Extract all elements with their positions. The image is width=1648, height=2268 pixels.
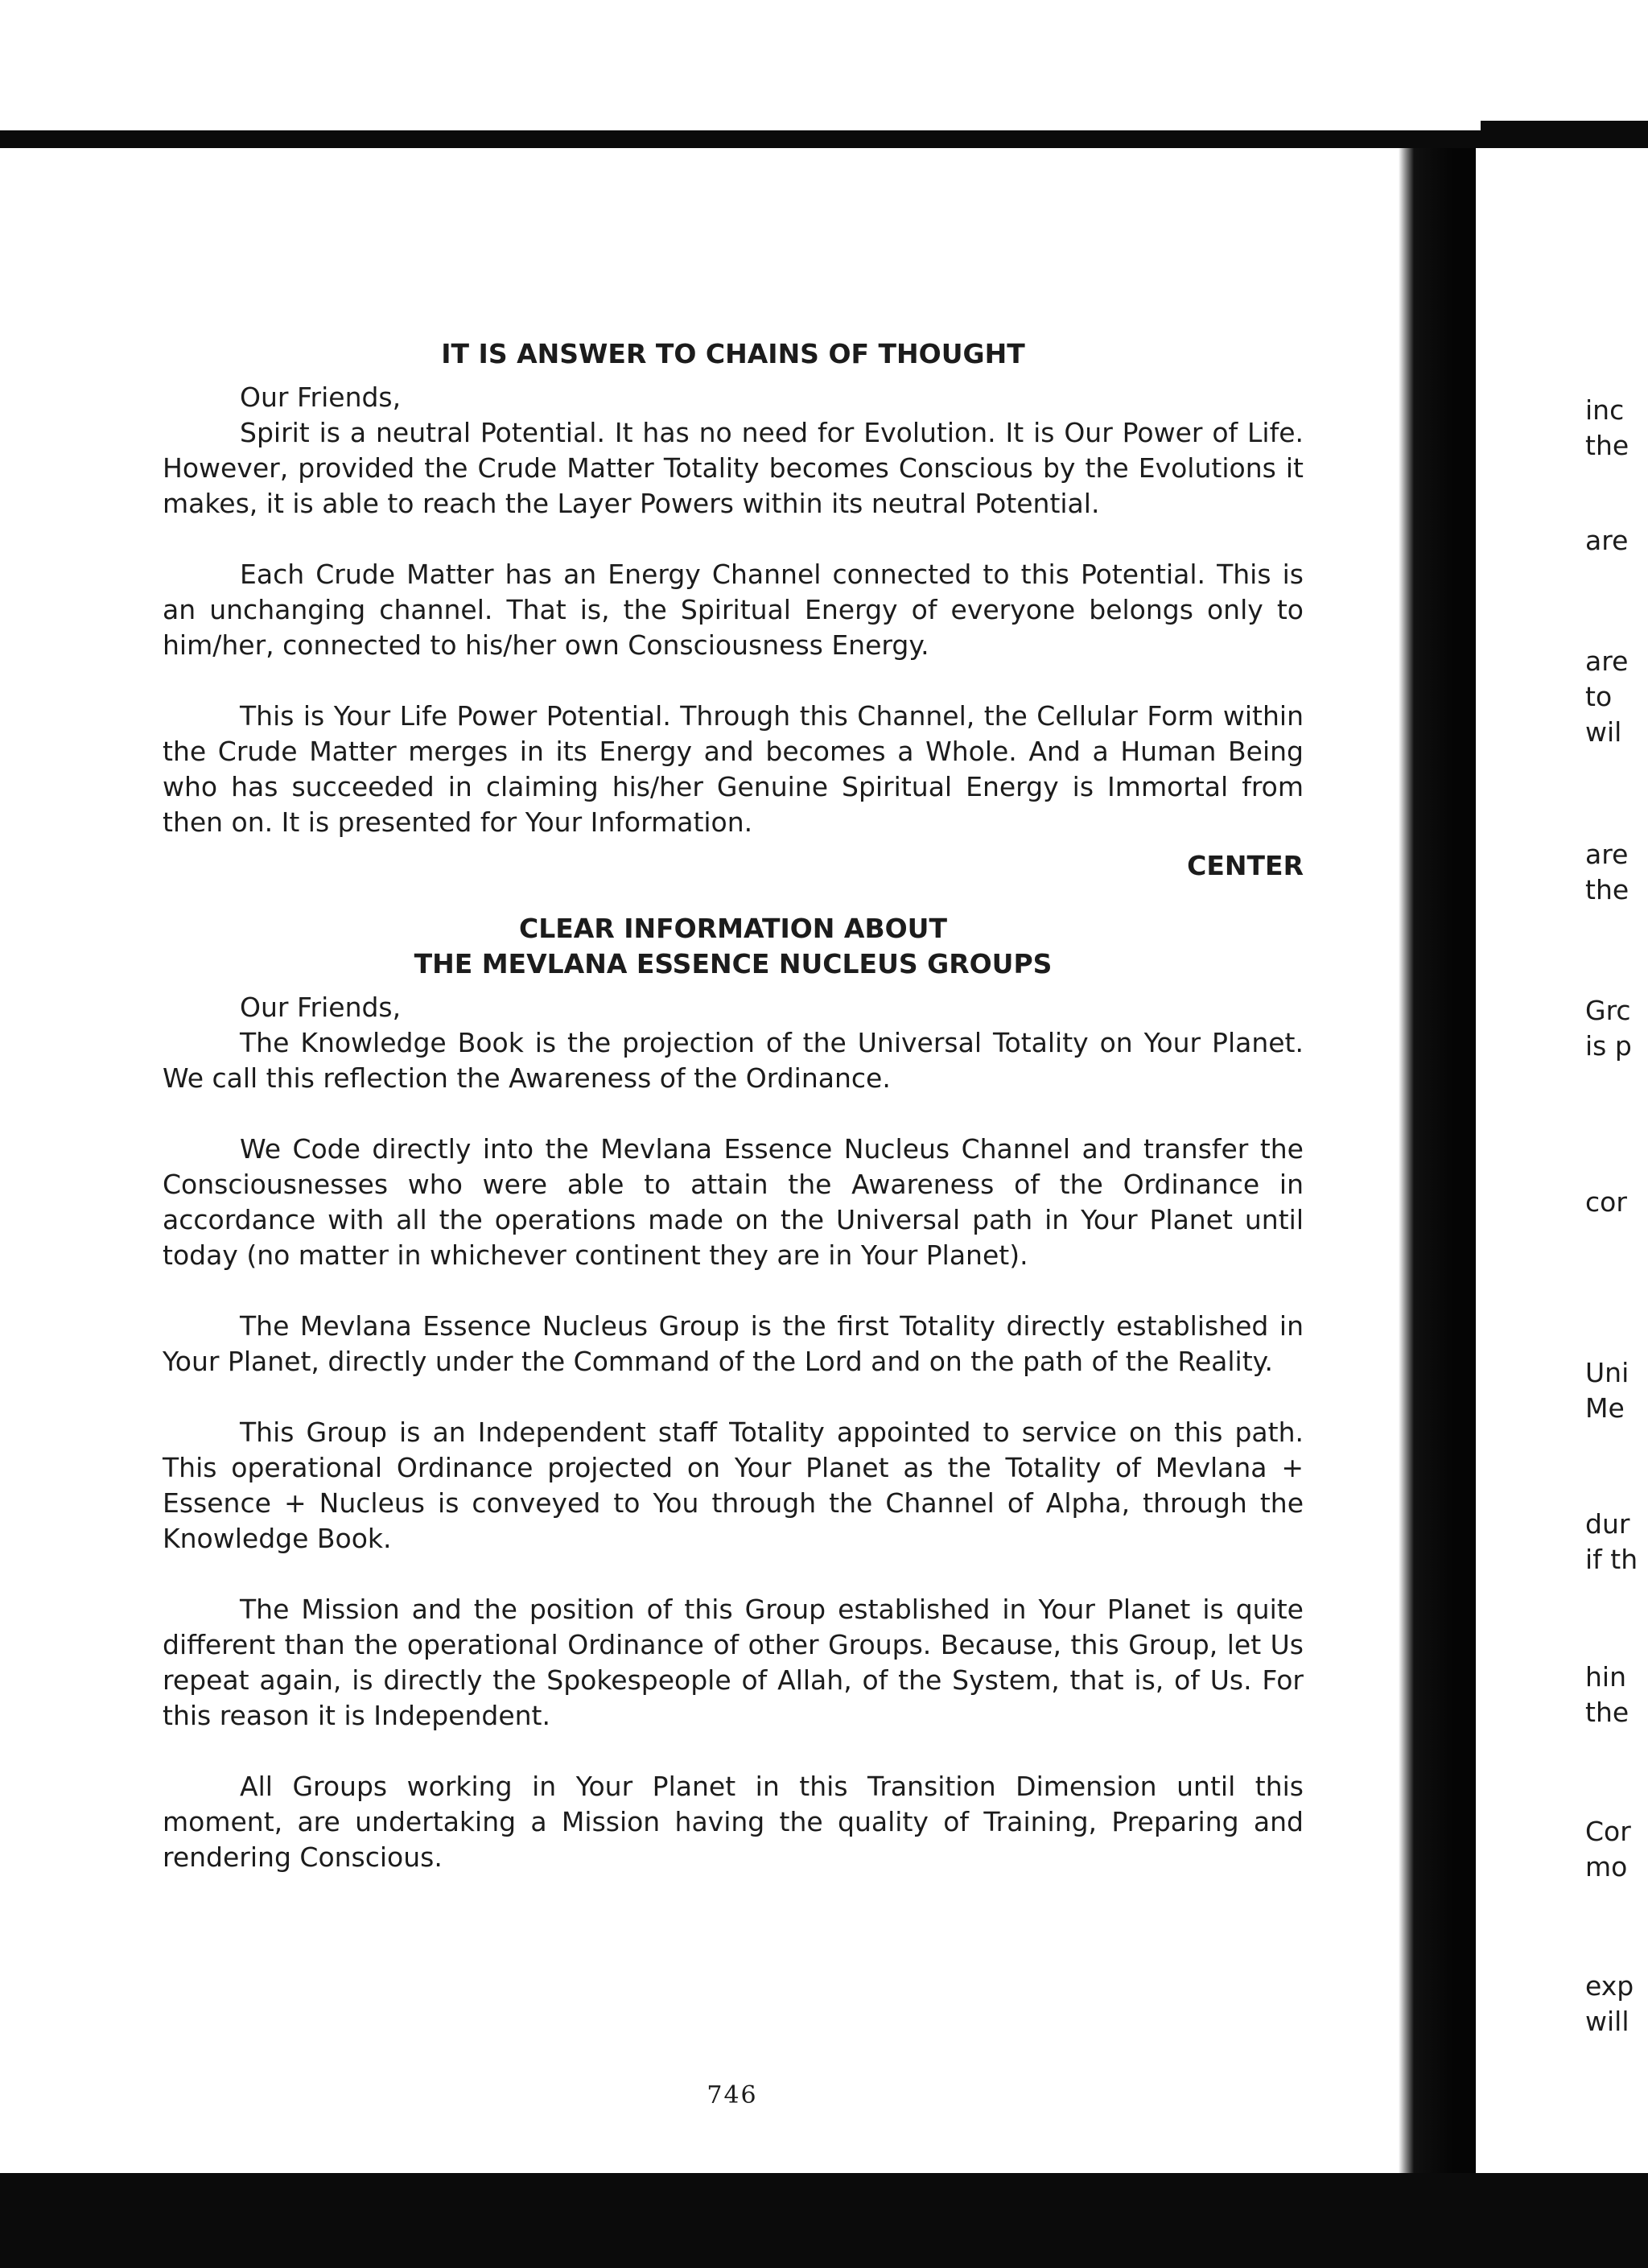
top-scan-border-right xyxy=(1481,121,1648,150)
right-fragment: Grc xyxy=(1585,995,1631,1026)
greeting-1: Our Friends, xyxy=(240,381,402,413)
right-fragment: are xyxy=(1585,645,1629,677)
paragraph-2-1: The Knowledge Book is the projection of the Universal Totality on Your Planet. We call this reflection the Awareness of the Ordinance. xyxy=(163,1027,1304,1094)
right-fragment: the xyxy=(1585,430,1629,461)
right-fragment: wil xyxy=(1585,716,1622,748)
right-fragment: inc xyxy=(1585,394,1625,426)
right-fragment: cor xyxy=(1585,1186,1627,1218)
right-fragment: Me xyxy=(1585,1392,1625,1424)
right-page-edge xyxy=(1476,148,1648,2173)
left-page-content xyxy=(163,336,1304,1911)
right-fragment: are xyxy=(1585,839,1629,870)
right-fragment: dur xyxy=(1585,1508,1630,1540)
greeting-2: Our Friends, xyxy=(240,992,402,1023)
paragraph-2-6: All Groups working in Your Planet in this Transition Dimension until this moment, are undertaking a Mission having the quality of Training, Preparing and rendering Conscious. xyxy=(163,1771,1304,1873)
right-fragment: if th xyxy=(1585,1544,1638,1575)
right-fragment: mo xyxy=(1585,1851,1628,1882)
paragraph-2-5: The Mission and the position of this Group established in Your Planet is quite different than the operational Ordinance of other Groups. Because, this Group, let Us repeat again, is directly the Spokespeople of Allah, of the System, that is, of Us. For this reason it is Independent. xyxy=(163,1594,1304,1731)
right-fragment: is p xyxy=(1585,1030,1632,1062)
signature-center: CENTER xyxy=(1187,850,1304,881)
section-heading-2-line-2: THE MEVLANA ESSENCE NUCLEUS GROUPS xyxy=(414,948,1053,979)
right-fragment: hin xyxy=(1585,1661,1626,1693)
book-spine-shadow xyxy=(1399,148,1476,2173)
right-fragment: will xyxy=(1585,2006,1629,2037)
paragraph-2-3: The Mevlana Essence Nucleus Group is the first Totality directly established in Your Planet, directly under the Command of the Lord and on the path of the Reality. xyxy=(163,1310,1304,1377)
page-number: 746 xyxy=(707,2081,758,2109)
right-fragment: the xyxy=(1585,874,1629,905)
right-fragment: Cor xyxy=(1585,1816,1631,1847)
section-heading-2-line-1: CLEAR INFORMATION ABOUT xyxy=(519,913,947,944)
right-fragment: to xyxy=(1585,681,1613,712)
paragraph-2-2: We Code directly into the Mevlana Essence Nucleus Channel and transfer the Consciousnesses who were able to attain the Awareness of the Ordinance in accordance with all the operations made on the Universal path in Your Planet until today (no matter in whichever continent they are in Your Planet). xyxy=(163,1133,1304,1271)
section-heading-1: IT IS ANSWER TO CHAINS OF THOUGHT xyxy=(441,338,1025,369)
right-fragment: are xyxy=(1585,525,1629,556)
right-fragment: exp xyxy=(1585,1970,1634,2002)
top-scan-border xyxy=(0,130,1648,148)
paragraph-2-4: This Group is an Independent staff Totality appointed to service on this path. This operational Ordinance projected on Your Planet as the Totality of Mevlana + Essence + Nucleus is conveyed to You through the Channel of Alpha, through the Knowledge Book. xyxy=(163,1416,1304,1554)
bottom-scan-border xyxy=(0,2173,1648,2268)
paragraph-1-1: Spirit is a neutral Potential. It has no need for Evolution. It is Our Power of Life. However, provided the Crude Matter Totality becomes Conscious by the Evolutions it makes, it is able to reach the Layer Powers within its neutral Potential. xyxy=(163,417,1304,519)
right-fragment: Uni xyxy=(1585,1357,1629,1388)
paragraph-1-3: This is Your Life Power Potential. Through this Channel, the Cellular Form within the Crude Matter merges in its Energy and becomes a Whole. And a Human Being who has succeeded in claiming his/her Genuine Spiritual Energy is Immortal from then on. It is presented for Your Information. xyxy=(163,700,1304,838)
right-fragment: the xyxy=(1585,1697,1629,1728)
paragraph-1-2: Each Crude Matter has an Energy Channel connected to this Potential. This is an unchanging channel. That is, the Spiritual Energy of everyone belongs only to him/her, connected to his/her own Consciousness Energy. xyxy=(163,559,1304,661)
